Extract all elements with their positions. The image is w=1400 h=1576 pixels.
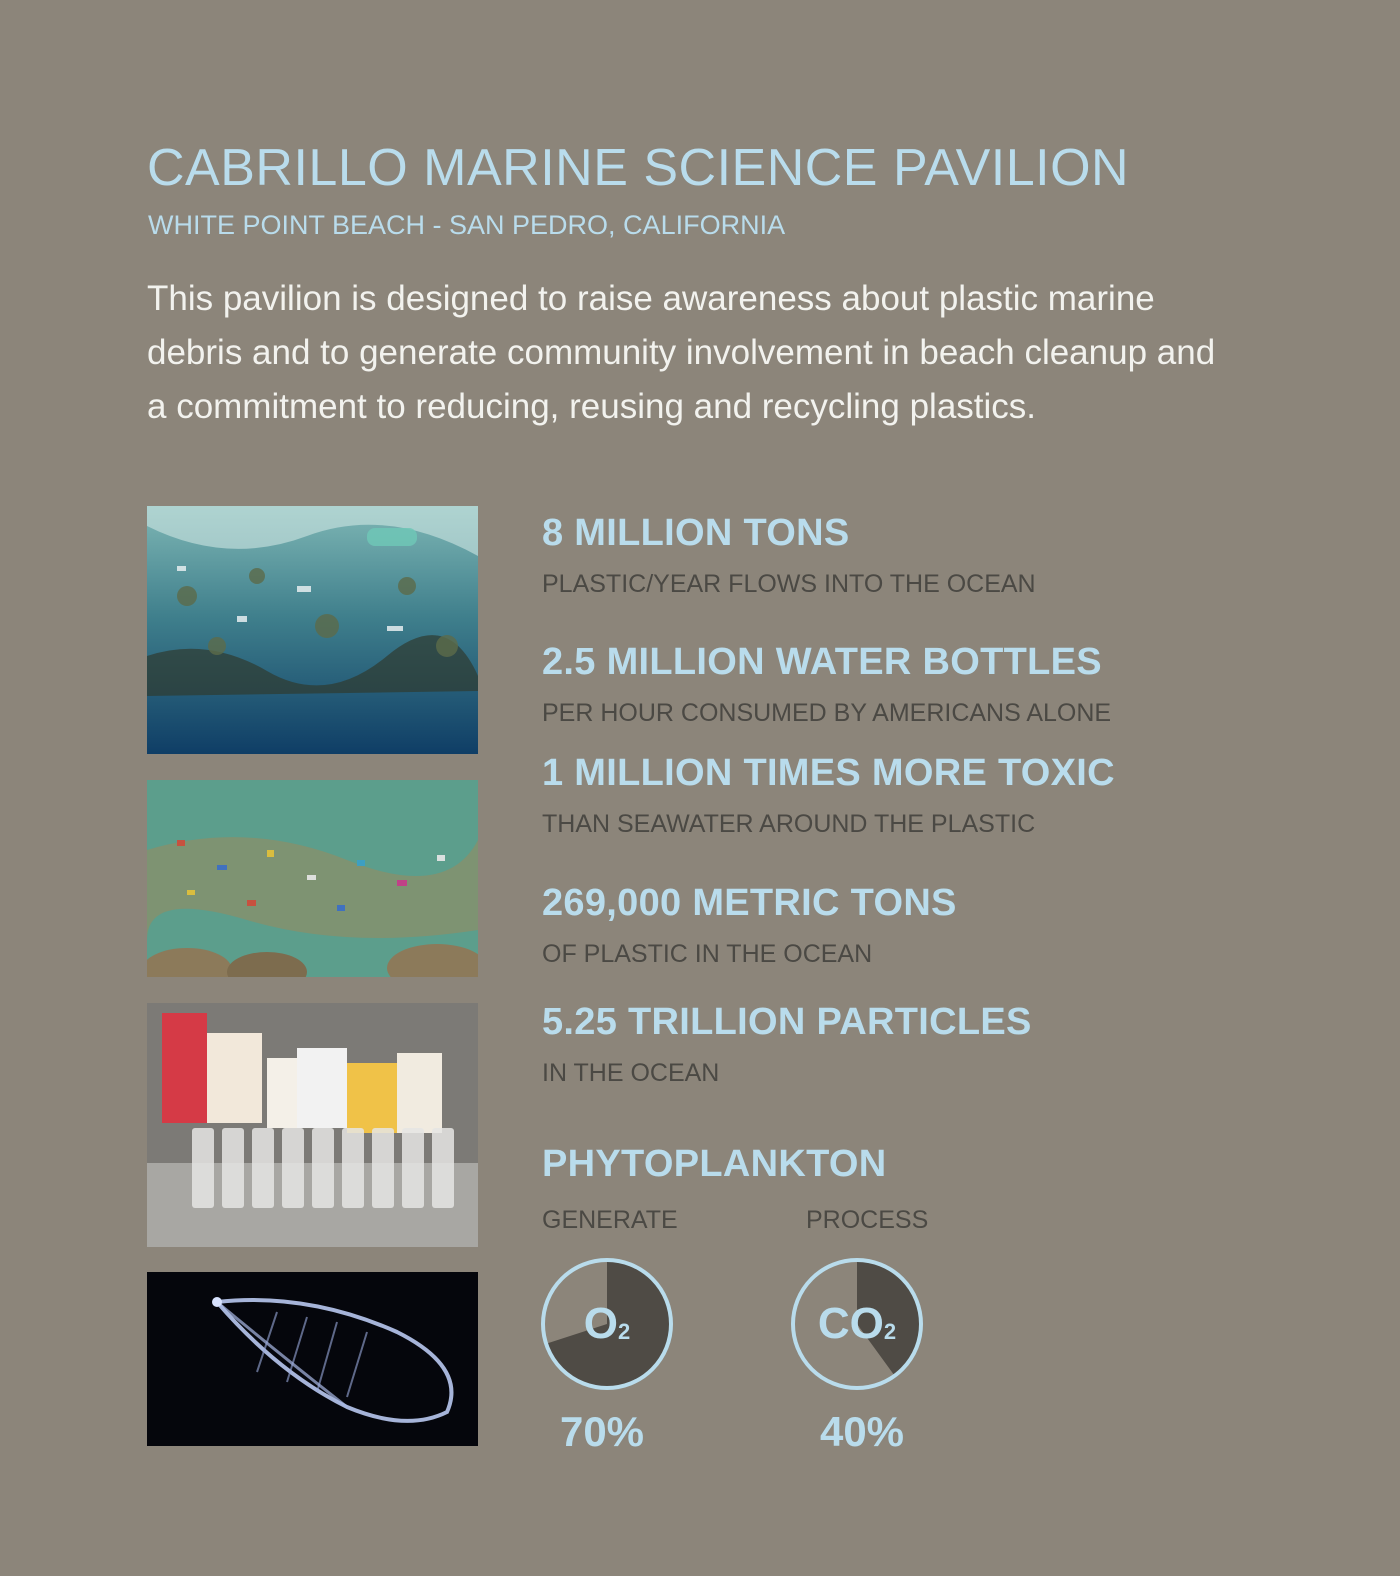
stat-headline-3: 1 MILLION TIMES MORE TOXIC bbox=[542, 752, 1115, 794]
stat-detail-1: PLASTIC/YEAR FLOWS INTO THE OCEAN bbox=[542, 570, 1036, 598]
process-label: PROCESS bbox=[806, 1206, 929, 1234]
phytoplankton-heading: PHYTOPLANKTON bbox=[542, 1143, 887, 1185]
stat-detail-4: OF PLASTIC IN THE OCEAN bbox=[542, 940, 873, 968]
floating-plastic-photo bbox=[147, 780, 478, 977]
oxygen-percent: 70% bbox=[559, 1408, 645, 1455]
stat-detail-3: THAN SEAWATER AROUND THE PLASTIC bbox=[542, 810, 1036, 838]
cosmetic-products-photo bbox=[147, 1003, 478, 1247]
co2-gauge bbox=[787, 1254, 927, 1394]
oxygen-symbol: O $_2$ bbox=[583, 1299, 631, 1348]
stat-detail-5: IN THE OCEAN bbox=[542, 1059, 720, 1087]
generate-label: GENERATE bbox=[542, 1206, 678, 1234]
plankton-photo bbox=[147, 1272, 478, 1446]
intro-text: This pavilion is designed to raise awareness about plastic marine debris and to generate community involvement in beach cleanup and a commitment to reducing, reusing and recycling plastics. bbox=[147, 279, 1216, 426]
stat-detail-2: PER HOUR CONSUMED BY AMERICANS ALONE bbox=[542, 699, 1112, 727]
stat-headline-1: 8 MILLION TONS bbox=[542, 512, 850, 554]
stat-headline-5: 5.25 TRILLION PARTICLES bbox=[542, 1001, 1032, 1043]
co2-symbol: CO $_2$ bbox=[817, 1299, 897, 1348]
stat-headline-4: 269,000 METRIC TONS bbox=[542, 882, 957, 924]
co2-percent: 40% bbox=[819, 1408, 905, 1455]
page-title: CABRILLO MARINE SCIENCE PAVILION bbox=[147, 139, 1130, 197]
oxygen-gauge bbox=[537, 1254, 677, 1394]
page-subtitle: WHITE POINT BEACH - SAN PEDRO, CALIFORNIA bbox=[148, 210, 786, 240]
underwater-debris-photo bbox=[147, 506, 478, 754]
stat-headline-2: 2.5 MILLION WATER BOTTLES bbox=[542, 641, 1102, 683]
